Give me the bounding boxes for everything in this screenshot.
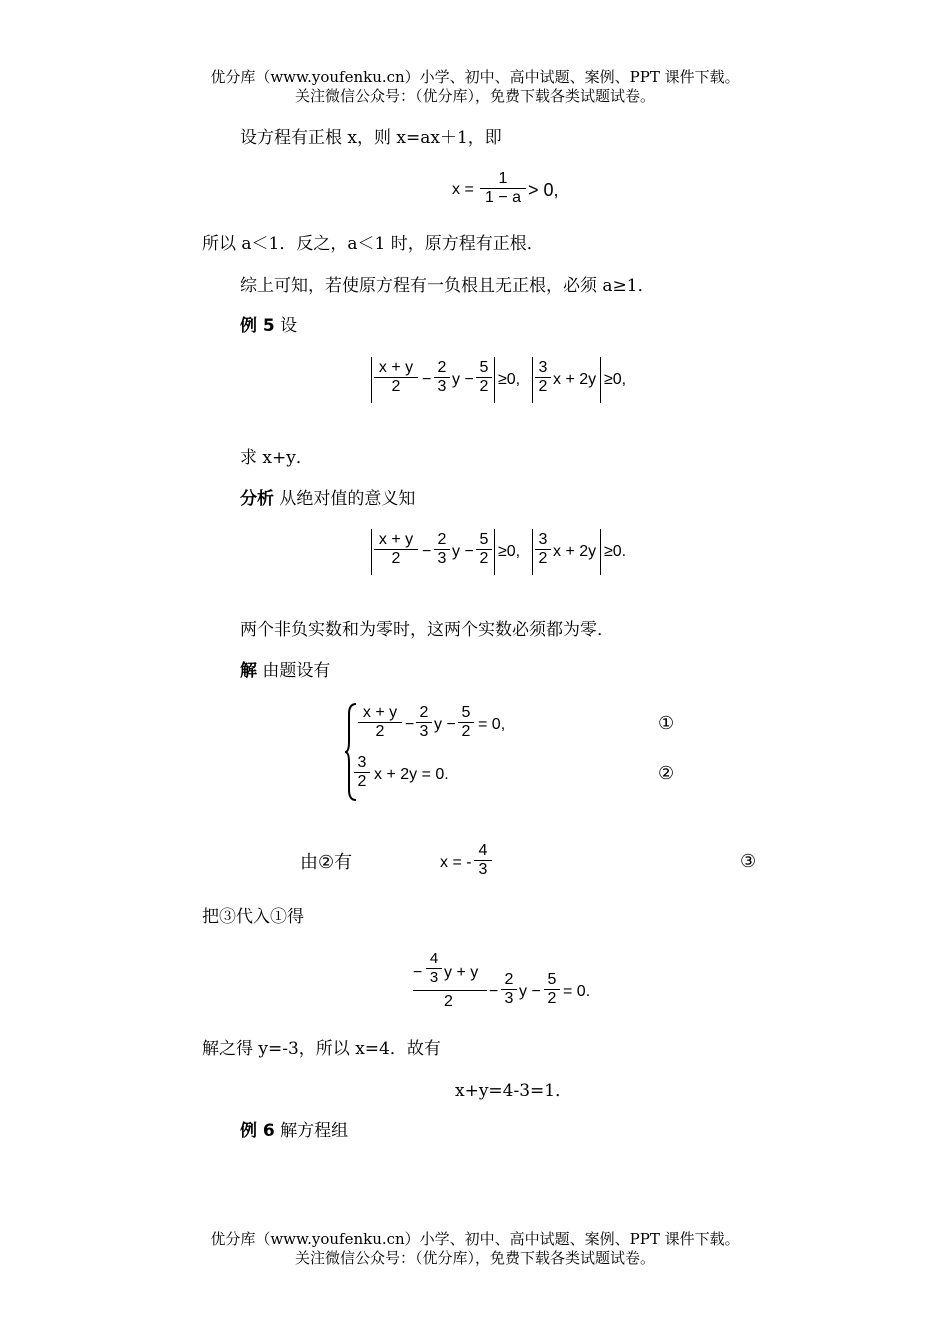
eq2-y: y − bbox=[452, 371, 474, 388]
circled-1-tag: ① bbox=[658, 713, 675, 733]
paragraph-1: 设方程有正根 x，则 x=ax＋1，即 bbox=[240, 128, 502, 148]
eq1-lhs: x = bbox=[452, 181, 474, 198]
eq3-ge-2: ≥0. bbox=[604, 543, 627, 560]
eq4-fraction: 4 3 bbox=[474, 842, 492, 879]
eq4-lhs: x = - bbox=[440, 854, 472, 871]
eq2-frac-3: 5 2 bbox=[476, 359, 492, 396]
header-line-1: 优分库（www.youfenku.cn）小学、初中、高中试题、案例、PPT 课件下载。 bbox=[210, 68, 740, 86]
eq5-den: 2 bbox=[444, 993, 453, 1010]
eq3-y: y − bbox=[452, 543, 474, 560]
example-5-label: 例 5 bbox=[240, 316, 275, 336]
example-6 bbox=[240, 1121, 348, 1141]
eq5-y: y − bbox=[519, 983, 541, 1000]
eq3-ge-1: ≥0, bbox=[498, 543, 521, 560]
eq3-minus: − bbox=[422, 543, 432, 560]
eq1-fraction bbox=[480, 170, 526, 207]
example-5-text: 设 bbox=[280, 316, 298, 336]
eq3-frac-4: 3 2 bbox=[535, 531, 551, 568]
paragraph-7: 解之得 y=-3，所以 x=4．故有 bbox=[202, 1039, 441, 1059]
eq3-rest: x + 2y bbox=[553, 543, 597, 560]
footer-line-1: 优分库（www.youfenku.cn）小学、初中、高中试题、案例、PPT 课件下载。 bbox=[210, 1230, 740, 1248]
solution bbox=[240, 661, 330, 681]
equation-6: x+y=4-3=1． bbox=[455, 1081, 573, 1101]
paragraph-6: 把③代入①得 bbox=[202, 907, 304, 927]
example-5 bbox=[240, 316, 297, 336]
eq3-frac-2: 2 3 bbox=[434, 531, 450, 568]
eq2-ge-2: ≥0, bbox=[604, 371, 627, 388]
eq2-frac-4: 3 2 bbox=[535, 359, 551, 396]
sys-r2-rest: x + 2y = 0. bbox=[374, 766, 449, 783]
paragraph-3: 综上可知，若使原方程有一负根且无正根，必须 a≥1． bbox=[240, 276, 655, 296]
paragraph-4: 求 x+y． bbox=[240, 448, 313, 468]
sys-r1-end: = 0, bbox=[478, 716, 506, 733]
eq1-rhs: > 0, bbox=[528, 180, 559, 200]
sys-r1-frac-1: x + y 2 bbox=[358, 704, 402, 741]
eq3-frac-3: 5 2 bbox=[476, 531, 492, 568]
eq5-frac-2: 2 3 bbox=[501, 971, 517, 1008]
eq2-minus: − bbox=[422, 371, 432, 388]
eq5-frac-3: 5 2 bbox=[544, 971, 560, 1008]
example-6-label: 例 6 bbox=[240, 1121, 275, 1141]
sys-r1-y: y − bbox=[434, 716, 456, 733]
sys-r1-frac-2: 2 3 bbox=[416, 704, 432, 741]
eq5-minus: − bbox=[489, 983, 499, 1000]
footer-line-2: 关注微信公众号：（优分库），免费下载各类试题试卷。 bbox=[294, 1249, 655, 1267]
eq2-frac-2: 2 3 bbox=[434, 359, 450, 396]
analysis-text: 从绝对值的意义知 bbox=[279, 489, 416, 509]
eq4-label: 由②有 bbox=[300, 852, 353, 872]
analysis bbox=[240, 489, 415, 509]
sys-r2-frac: 3 2 bbox=[354, 754, 370, 791]
eq5-main-bar bbox=[413, 990, 487, 991]
eq5-inner-frac: 4 3 bbox=[426, 950, 442, 987]
circled-2-tag: ② bbox=[658, 763, 675, 783]
sys-r1-frac-3: 5 2 bbox=[458, 704, 474, 741]
analysis-label: 分析 bbox=[240, 489, 274, 509]
example-6-text: 解方程组 bbox=[280, 1121, 349, 1141]
eq1-numerator: 1 bbox=[498, 170, 508, 187]
eq2-rest: x + 2y bbox=[553, 371, 597, 388]
eq3-frac-1: x + y 2 bbox=[374, 531, 418, 568]
paragraph-2: 所以 a＜1．反之，a＜1 时，原方程有正根． bbox=[202, 234, 544, 254]
eq5-inner-rest: y + y bbox=[444, 964, 479, 981]
solution-text: 由题设有 bbox=[262, 661, 331, 681]
eq2-ge-1: ≥0, bbox=[498, 371, 521, 388]
eq1-denominator: 1 − a bbox=[484, 189, 522, 206]
eq5-inner-sign: − bbox=[413, 964, 423, 981]
eq2-frac-1: x + y 2 bbox=[374, 359, 418, 396]
header-line-2: 关注微信公众号：（优分库），免费下载各类试题试卷。 bbox=[294, 87, 655, 105]
paragraph-5: 两个非负实数和为零时，这两个实数必须都为零． bbox=[240, 620, 614, 640]
solution-label: 解 bbox=[240, 661, 257, 681]
sys-r1-minus: − bbox=[405, 716, 415, 733]
circled-3-tag: ③ bbox=[740, 851, 757, 871]
eq5-end: = 0. bbox=[563, 983, 591, 1000]
